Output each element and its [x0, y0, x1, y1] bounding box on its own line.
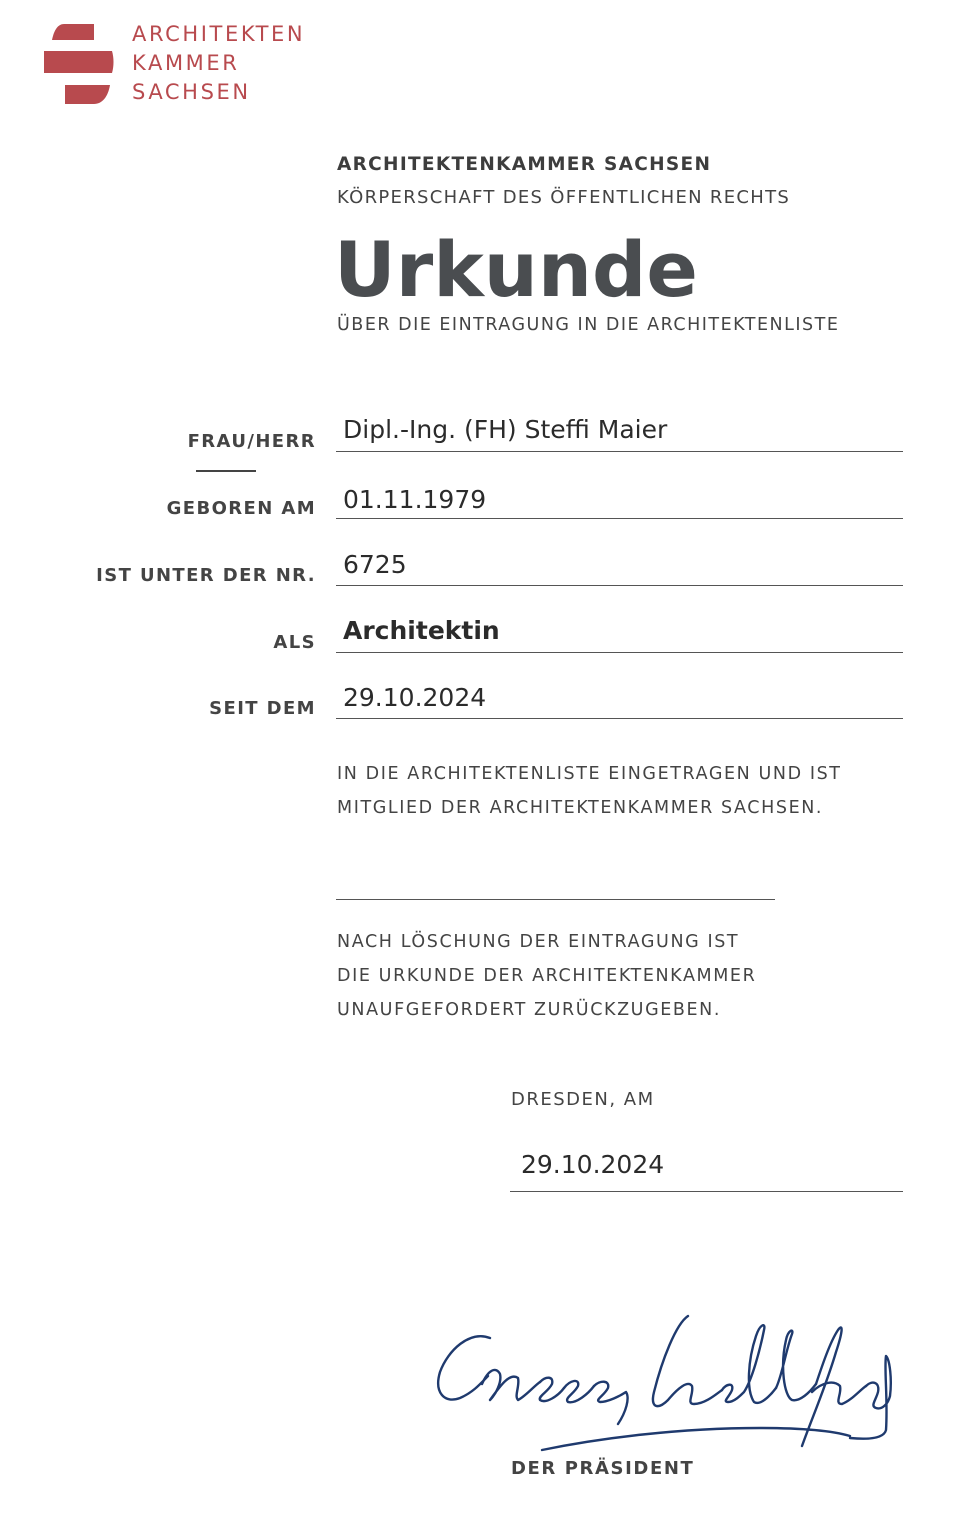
- profession-line: [336, 652, 903, 653]
- logo-line: SACHSEN: [132, 80, 251, 104]
- document-title: Urkunde: [334, 225, 698, 314]
- since-value: 29.10.2024: [343, 683, 487, 712]
- signature-image: [430, 1300, 900, 1480]
- place-label: DRESDEN, AM: [511, 1089, 655, 1110]
- since-line: [336, 718, 903, 719]
- issue-date-line: [510, 1191, 903, 1192]
- divider-line: [336, 899, 775, 900]
- s-logo-icon: [44, 24, 116, 104]
- profession-label: ALS: [273, 632, 316, 653]
- statement-text: [337, 757, 842, 825]
- issue-date: 29.10.2024: [521, 1150, 665, 1179]
- name-value: Dipl.-Ing. (FH) Steffi Maier: [343, 415, 668, 444]
- organization-subtitle: KÖRPERSCHAFT DES ÖFFENTLICHEN RECHTS: [337, 187, 791, 208]
- number-line: [336, 585, 903, 586]
- notice-line: DIE URKUNDE DER ARCHITEKTENKAMMER: [337, 966, 757, 986]
- birthdate-line: [336, 518, 903, 519]
- logo-line: ARCHITEKTEN: [132, 22, 306, 46]
- birthdate-label: GEBOREN AM: [166, 498, 316, 519]
- number-label: IST UNTER DER NR.: [96, 565, 316, 586]
- logo-line: KAMMER: [132, 51, 240, 75]
- name-label: FRAU/HERR: [187, 431, 316, 452]
- notice-text: [337, 925, 756, 1027]
- statement-line: MITGLIED DER ARCHITEKTENKAMMER SACHSEN.: [337, 798, 824, 818]
- logo-wordmark: [132, 20, 305, 107]
- statement-line: IN DIE ARCHITEKTENLISTE EINGETRAGEN UND IST: [337, 764, 842, 784]
- notice-line: UNAUFGEFORDERT ZURÜCKZUGEBEN.: [337, 1000, 722, 1020]
- number-value: 6725: [343, 550, 407, 579]
- label-underline: [196, 470, 256, 472]
- profession-value: Architektin: [343, 616, 500, 645]
- since-label: SEIT DEM: [209, 698, 316, 719]
- birthdate-value: 01.11.1979: [343, 485, 487, 514]
- notice-line: NACH LÖSCHUNG DER EINTRAGUNG IST: [337, 932, 740, 952]
- name-line: [336, 451, 903, 452]
- organization-name: ARCHITEKTENKAMMER SACHSEN: [337, 154, 712, 175]
- document-subtitle: ÜBER DIE EINTRAGUNG IN DIE ARCHITEKTENLISTE: [337, 315, 840, 335]
- signatory-title: DER PRÄSIDENT: [511, 1458, 695, 1479]
